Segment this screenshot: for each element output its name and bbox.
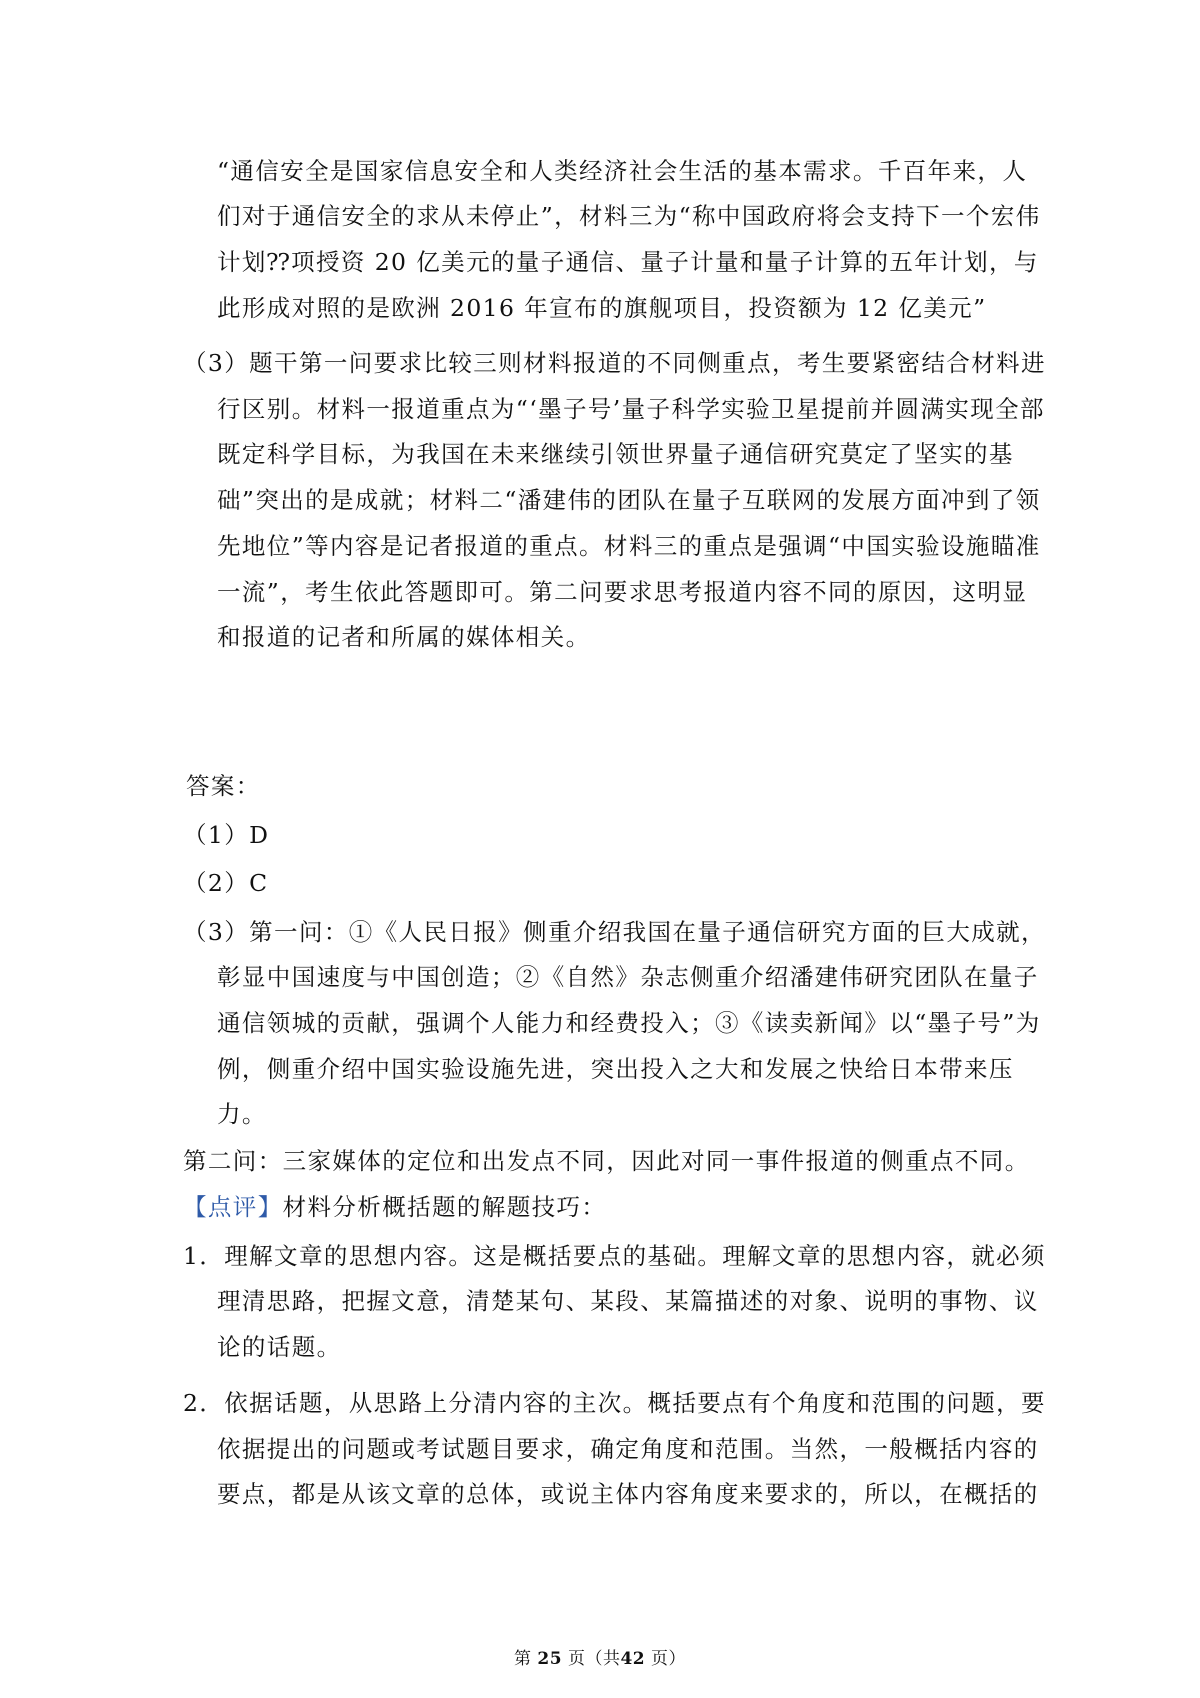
answer3-line-5: 力。	[217, 1100, 267, 1128]
material-line-3: 计划⁇项授资 20 亿美元的量子通信、量子计量和量子计算的五年计划，与	[217, 248, 1039, 276]
answer3-line-2: 彰显中国速度与中国创造；②《自然》杂志侧重介绍潘建伟研究团队在量子	[217, 963, 1039, 991]
material-line-4: 此形成对照的是欧洲 2016 年宣布的旗舰项目，投资额为 12 亿美元”	[217, 294, 987, 322]
comment-line	[183, 1190, 606, 1224]
footer-middle: 页（共	[567, 1649, 621, 1669]
tip1-line-2: 理清思路，把握文意，清楚某句、某段、某篇描述的对象、说明的事物、议	[217, 1287, 1039, 1315]
footer-suffix: 页）	[651, 1649, 687, 1669]
answer3-line-1: （3）第一问：①《人民日报》侧重介绍我国在量子通信研究方面的巨大成就，	[183, 918, 1046, 946]
material-line-2: 们对于通信安全的求从未停止”，材料三为“称中国政府将会支持下一个宏伟	[217, 202, 1041, 230]
tip2-line-3: 要点，都是从该文章的总体，或说主体内容角度来要求的，所以，在概括的	[217, 1480, 1039, 1508]
analysis3-line-7: 和报道的记者和所属的媒体相关。	[217, 623, 591, 651]
tip2-line-1: 2．依据话题，从思路上分清内容的主次。概括要点有个角度和范围的问题，要	[183, 1389, 1046, 1417]
answer-2: （2）C	[183, 869, 269, 897]
tip1-line-1: 1．理解文章的思想内容。这是概括要点的基础。理解文章的思想内容，就必须	[183, 1242, 1046, 1270]
analysis3-line-6: 一流”，考生依此答题即可。第二问要求思考报道内容不同的原因，这明显	[217, 578, 1028, 606]
second-question-answer: 第二问：三家媒体的定位和出发点不同，因此对同一事件报道的侧重点不同。	[183, 1147, 1030, 1175]
footer-total-pages: 42	[620, 1649, 646, 1669]
analysis3-line-3: 既定科学目标，为我国在未来继续引领世界量子通信研究莫定了坚实的基	[217, 440, 1014, 468]
analysis3-line-5: 先地位”等内容是记者报道的重点。材料三的重点是强调“中国实验设施瞄准	[217, 532, 1041, 560]
footer-prefix: 第	[513, 1649, 532, 1669]
tip1-line-3: 论的话题。	[217, 1333, 342, 1361]
answer-label: 答案：	[186, 772, 261, 800]
analysis3-line-1: （3）题干第一问要求比较三则材料报道的不同侧重点，考生要紧密结合材料进	[183, 349, 1046, 377]
material-line-1: “通信安全是国家信息安全和人类经济社会生活的基本需求。千百年来，人	[217, 157, 1028, 185]
answer3-line-4: 例，侧重介绍中国实验设施先进，突出投入之大和发展之快给日本带来压	[217, 1055, 1014, 1083]
answer3-line-3: 通信领城的贡献，强调个人能力和经费投入；③《读卖新闻》以“墨子号”为	[217, 1009, 1041, 1037]
analysis3-line-2: 行区别。材料一报道重点为“‘墨子号’量子科学实验卫星提前并圆满实现全部	[217, 395, 1045, 423]
answer-1: （1）D	[183, 821, 270, 849]
page-footer	[0, 1647, 1200, 1671]
analysis3-line-4: 础”突出的是成就；材料二“潘建伟的团队在量子互联网的发展方面冲到了领	[217, 486, 1041, 514]
footer-page-number: 25	[537, 1649, 563, 1669]
tip2-line-2: 依据提出的问题或考试题目要求，确定角度和范围。当然，一般概括内容的	[217, 1435, 1039, 1463]
comment-tag: 【点评】	[183, 1193, 283, 1221]
comment-text: 材料分析概括题的解题技巧：	[282, 1193, 607, 1221]
